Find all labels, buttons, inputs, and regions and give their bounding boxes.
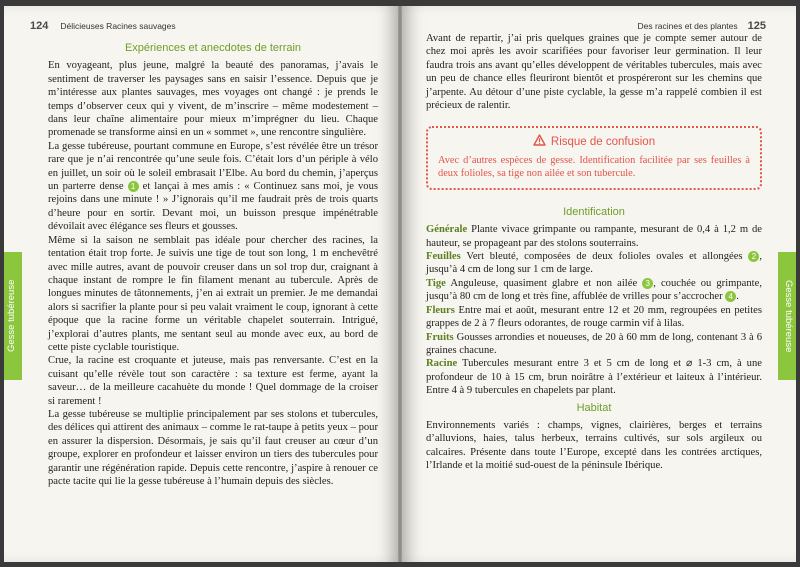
right-page [402,6,796,562]
figure-badge-3: 3 [642,278,653,289]
warning-title-row [438,134,750,149]
paragraph-1: En voyageant, plus jeune, malgré la beauté des panoramas, j’avais le sentiment de traverser les paysages sans en saisir l’essence. Depuis que je m’intéresse aux plantes sauvages, mes voyages ont changé : je prends le temps d’observer ceux qui y vivent, de m’inscrire – même modestement – dans leur chaîne alimentaire pour mieux m’imprégner du lieu. Chaque promenade se transforme ainsi en un « sommet », une rencontre singulière. [48,60,378,139]
ident-generale: Générale Plante vivace grimpante ou rampante, mesurant de 0,4 à 1,2 m de hauteur, se propageant par des stolons souterrains. [426,224,762,249]
confusion-warning-box [426,126,762,189]
habitat-paragraph: Environnements variés : champs, vignes, clairières, berges et terrains d’alluvions, haies, talus herbeux, terrains cultivés, sur sols argileux ou calcaires. Présente dans toute l’Europe, excepté dans les contrées arctiques, l’Irlande et la moitié sud-ouest de la péninsule Ibérique. [426,419,762,472]
warning-icon [533,134,546,146]
left-running-head [30,20,176,32]
intro-paragraph: Avant de repartir, j’ai pris quelques graines que je compte semer autour de chez moi après les avoir scarifiées pour favoriser leur germination. Il leur faudra trois ans avant qu’elles développent de véritables tubercules, mais avec un peu de chance elles fleuriront bientôt et prospéreront sur les chemins que j’arpente. Au détour d’une piste cyclable, la gesse m’a rappelé combien il est précieux de ralentir. [426,33,762,112]
left-running-title: Délicieuses Racines sauvages [60,21,176,31]
left-side-tab-label: Gesse tubéreuse [6,279,17,353]
right-running-title: Des racines et des plantes [637,21,738,31]
right-side-tab-label: Gesse tubéreuse [783,279,794,353]
left-side-tab [4,252,22,380]
figure-badge-4: 4 [725,291,736,302]
right-side-tab [778,252,796,380]
figure-badge-2: 2 [748,251,759,262]
right-running-head [637,20,766,32]
right-page-number: 125 [747,20,766,32]
paragraph-3: Même si la saison ne semblait pas idéale pour chercher des racines, la tentation était trop forte. Je suivis une tige de tout son long, 1 m enchevêtré avec mille autres, avant de pouvoir creuser dans un sol trop dur, craignant à chaque instant de rompre le fin filament menant au tubercule. Après de longues minutes de tâtonnements, j’en ai extrait un premier. Je me demandai alors si sacrifier la plante pour si peu valait vraiment le coup, ignorant à cette époque que la racine forme un véritable chapelet souterrain. Intrigué, j’explorai d’autres plants, me sentant seul au monde avec eux, au bord de cette piste cyclable touristique. [48,234,378,353]
paragraph-5: La gesse tubéreuse se multiplie principalement par ses stolons et tubercules, des délices qui attirent des animaux – comme le rat-taupe à petits yeux – pour en assurer la dispersion. Désormais, je sais qu’il faut creuser au cœur d’un groupe, explorer en profondeur et laisser environ un tiers des tubercules pour garantir une régénération rapide. Depuis cette rencontre, j’aspire à renouer ce pacte tacite qui lie la gesse tubéreuse à l’humain depuis des siècles. [48,408,378,487]
warning-title: Risque de confusion [550,136,656,149]
paragraph-2: La gesse tubéreuse, pourtant commune en Europe, s’est révélée être un trésor rare que je n’ai rencontrée qu’une seule fois. C’était lors d’un périple à vélo en juillet, un soir où le soleil embrasait l’Elbe. Au bord du chemin, j’aperçus un parterre dense 1 et lançai à mes amis : « Continuez sans moi, je vous rejoins dans une minute ! » J’ignorais qu’il me faudrait près de trois quarts d’heure pour en sortir. Devant moi, un buisson presque impénétrable dévoilait avec élégance ses fleurs et gousses. [48,140,378,233]
section-heading-identification: Identification [563,205,625,218]
right-text-column [426,32,762,473]
ident-tige: Tige Anguleuse, quasiment glabre et non ailée 3 , couchée ou grimpante, jusqu’à 80 cm de long et très fine, affublée de vrilles pour s’accrocher 4 . [426,277,762,303]
ident-fruits: Fruits Gousses arrondies et noueuses, de 20 à 60 mm de long, contenant 3 à 6 graines chacune. [426,331,763,356]
left-page-number: 124 [30,20,49,32]
figure-badge-1: 1 [128,181,139,192]
section-heading-habitat: Habitat [576,401,612,414]
left-text-column [48,42,378,488]
section-heading-experiences: Expériences et anecdotes de terrain [124,42,302,54]
left-page [4,6,398,562]
paragraph-4: Crue, la racine est croquante et juteuse, mais pas renversante. C’est en la cuisant qu’elle révèle tout son caractère : sa texture est ferme, ayant la saveur… de la meilleure cacahuète du monde ! Quel dommage de la croiser si rarement ! [48,355,378,407]
ident-feuilles: Feuilles Vert bleuté, composées de deux folioles ovales et allongées 2 , jusqu’à 4 cm de long sur 1 cm de large. [426,251,762,276]
warning-text: Avec d’autres espèces de gesse. Identification facilitée par ses feuilles à deux folioles, sa tige non ailée et son tubercule. [438,154,750,179]
ident-fleurs: Fleurs Entre mai et août, mesurant entre 12 et 20 mm, regroupées en petites grappes de 2 à 7 fleurs odorantes, de rouge carmin vif à lilas. [426,304,762,330]
ident-racine: Racine Tubercules mesurant entre 3 et 5 cm de long et ⌀ 1-3 cm, à une profondeur de 10 à 15 cm, brun noirâtre à l’extérieur et laiteux à l’intérieur. Entre 4 à 9 tubercules en chapelets par plant. [426,358,762,397]
